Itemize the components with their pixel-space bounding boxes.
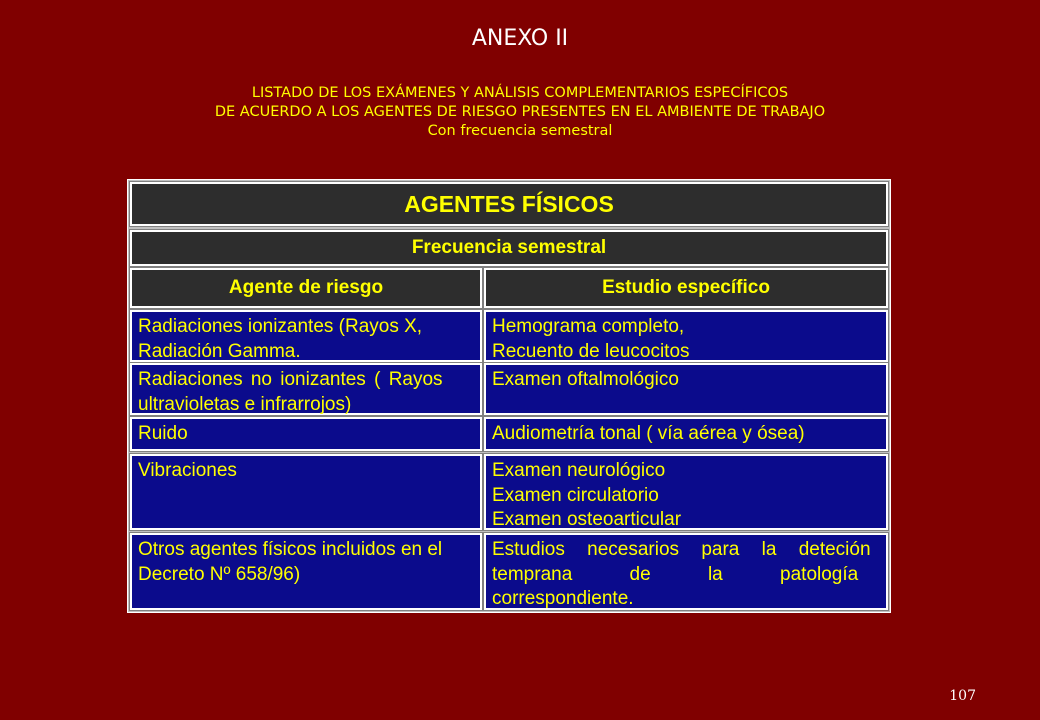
study-line: Examen circulatorio [492,484,659,506]
agent-line [138,315,474,340]
study-line: Examen osteoarticular [492,509,682,530]
study-line: Recuento de leucocitos [492,340,690,362]
study-cell [484,310,888,362]
study-line: correspondiente. [492,588,634,609]
agent-line: Radiación Gamma. [138,340,301,362]
frequency-header: Frecuencia semestral [130,230,888,266]
agent-cell [130,310,482,362]
agent-cell [130,533,482,610]
page-number: 107 [949,688,976,704]
study-cell [484,533,888,610]
study-line: Estudios necesarios para la deteción [492,539,871,560]
subtitle-line-3: Con frecuencia semestral [427,123,613,139]
agent-line: Ruido [138,423,188,444]
column-header-study: Estudio específico [484,268,888,308]
study-line: Examen neurológico [492,460,666,481]
study-line: Audiometría tonal ( vía aérea y ósea) [492,423,805,444]
agent-line: Decreto Nº 658/96) [138,563,301,585]
agent-line: ultravioletas e infrarrojos) [138,393,352,415]
annex-title: ANEXO II [471,26,569,51]
agent-cell [130,363,482,415]
study-cell [484,454,888,530]
agent-text: Radiaciones ionizantes (Rayos X, [138,316,423,337]
study-line: Examen oftalmológico [492,369,679,390]
agent-line: Vibraciones [138,460,237,481]
subtitle-line-2: DE ACUERDO A LOS AGENTES DE RIESGO PRESENTES EN EL AMBIENTE DE TRABAJO [214,104,826,120]
agent-cell [130,454,482,530]
subtitle-line-1: LISTADO DE LOS EXÁMENES Y ANÁLISIS COMPLEMENTARIOS ESPECÍFICOS [251,85,789,101]
table-title: AGENTES FÍSICOS [130,182,888,226]
column-header-agent: Agente de riesgo [130,268,482,308]
study-cell [484,417,888,451]
agent-cell [130,417,482,451]
agent-line: Radiaciones no ionizantes ( Rayos [138,369,443,390]
study-line: temprana de la patología [492,563,859,585]
agents-table [127,179,891,613]
study-line: Hemograma completo, [492,316,685,337]
study-cell [484,363,888,415]
agent-line: Otros agentes físicos incluidos en el [138,539,443,560]
